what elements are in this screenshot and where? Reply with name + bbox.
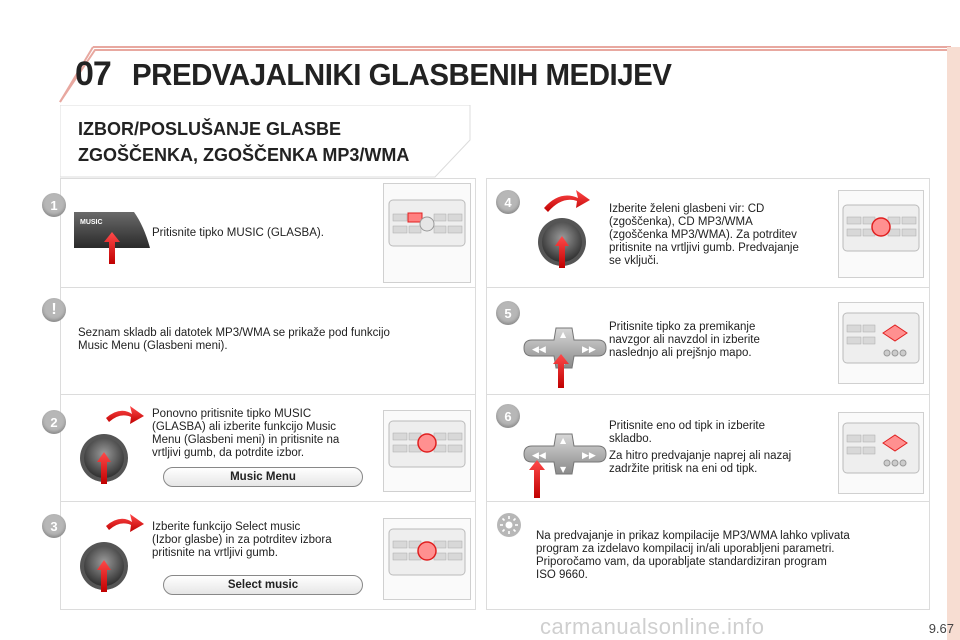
step4-text-line2: (zgoščenka), CD MP3/WMA bbox=[609, 216, 753, 228]
warning-text-line1: Seznam skladb ali datotek MP3/WMA se prikaže pod funkcijo bbox=[78, 327, 390, 339]
step6-text-line1: Pritisnite eno od tipk in izberite bbox=[609, 420, 765, 432]
rotary-knob-turn-illustration bbox=[530, 186, 608, 272]
music-menu-pill: Music Menu bbox=[163, 467, 363, 487]
tip-text-line3: Priporočamo vam, da uporabljate standardiziran program bbox=[536, 556, 827, 568]
section-title-line1: IZBOR/POSLUŠANJE GLASBE bbox=[78, 119, 342, 139]
svg-text:▶▶: ▶▶ bbox=[582, 451, 596, 461]
step3-text-line2: (Izbor glasbe) in za potrditev izbora bbox=[152, 534, 332, 546]
svg-text:▼: ▼ bbox=[560, 465, 567, 474]
chapter-title: PREDVAJALNIKI GLASBENIH MEDIJEV bbox=[132, 57, 672, 92]
step-number-5: 5 bbox=[496, 301, 520, 325]
step-number-3: 3 bbox=[42, 514, 66, 538]
navigation-pad-illustration bbox=[520, 420, 610, 500]
watermark: carmanualsonline.info bbox=[540, 614, 765, 639]
step4-text-line4: pritisnite na vrtljivi gumb. Predvajanje bbox=[609, 242, 799, 254]
step6-text-line2: skladbo. bbox=[609, 433, 652, 445]
step5-text-line1: Pritisnite tipko za premikanje bbox=[609, 321, 756, 333]
step3-text-line3: pritisnite na vrtljivi gumb. bbox=[152, 547, 278, 559]
step2-text-line4: vrtljivi gumb, da potrdite izbor. bbox=[152, 447, 305, 459]
svg-text:▶▶: ▶▶ bbox=[582, 345, 596, 355]
svg-text:▲: ▲ bbox=[560, 330, 567, 339]
section-title-frame bbox=[60, 105, 480, 180]
tip-text-line4: ISO 9660. bbox=[536, 569, 588, 581]
music-button-label: MUSIC bbox=[80, 219, 103, 226]
radio-panel-thumbnail bbox=[838, 412, 924, 494]
step-number-6: 6 bbox=[496, 404, 520, 428]
light-bulb-icon bbox=[496, 512, 522, 538]
side-strip bbox=[947, 47, 960, 640]
step5-text-line3: naslednjo ali prejšnjo mapo. bbox=[609, 347, 752, 359]
step2-text-line1: Ponovno pritisnite tipko MUSIC bbox=[152, 408, 312, 420]
radio-panel-thumbnail bbox=[838, 302, 924, 384]
step-number-4: 4 bbox=[496, 190, 520, 214]
navigation-pad-illustration bbox=[520, 320, 610, 390]
step4-text-line5: se vključi. bbox=[609, 255, 659, 267]
step3-text-line1: Izberite funkcijo Select music bbox=[152, 521, 301, 533]
radio-panel-thumbnail bbox=[383, 183, 471, 283]
svg-text:◀◀: ◀◀ bbox=[532, 345, 546, 355]
select-music-pill: Select music bbox=[163, 575, 363, 595]
radio-panel-thumbnail bbox=[383, 518, 471, 600]
rotary-knob-press-illustration bbox=[76, 510, 154, 596]
radio-panel-thumbnail bbox=[383, 410, 471, 492]
step6-text-line4: zadržite pritisk na eni od tipk. bbox=[609, 463, 758, 475]
tip-text-line2: program za izdelavo kompilacij in/ali uporabljeni parametri. bbox=[536, 543, 835, 555]
section-title-line2: ZGOŠČENKA, ZGOŠČENKA MP3/WMA bbox=[78, 145, 410, 165]
tip-text-line1: Na predvajanje in prikaz kompilacije MP3/WMA lahko vplivata bbox=[536, 530, 850, 542]
warning-icon: ! bbox=[42, 298, 66, 322]
rotary-knob-press-illustration bbox=[76, 402, 154, 488]
step2-text-line3: Menu (Glasbeni meni) in pritisnite na bbox=[152, 434, 340, 446]
step-number-1: 1 bbox=[42, 193, 66, 217]
radio-panel-thumbnail bbox=[838, 190, 924, 278]
svg-text:◀◀: ◀◀ bbox=[532, 451, 546, 461]
step4-text-line1: Izberite želeni glasbeni vir: CD bbox=[609, 203, 765, 215]
svg-text:▲: ▲ bbox=[560, 436, 567, 445]
step1-text: Pritisnite tipko MUSIC (GLASBA). bbox=[152, 227, 324, 239]
step6-text-line3: Za hitro predvajanje naprej ali nazaj bbox=[609, 450, 792, 462]
step4-text-line3: (zgoščenka MP3/WMA). Za potrditev bbox=[609, 229, 797, 241]
chapter-number: 07 bbox=[75, 55, 111, 93]
warning-text-line2: Music Menu (Glasbeni meni). bbox=[78, 340, 228, 352]
step2-text-line2: (GLASBA) ali izberite funkcijo Music bbox=[152, 421, 337, 433]
page-number: 9.67 bbox=[928, 621, 954, 636]
step-number-2: 2 bbox=[42, 410, 66, 434]
music-button-illustration bbox=[72, 198, 152, 266]
step5-text-line2: navzgor ali navzdol in izberite bbox=[609, 334, 760, 346]
